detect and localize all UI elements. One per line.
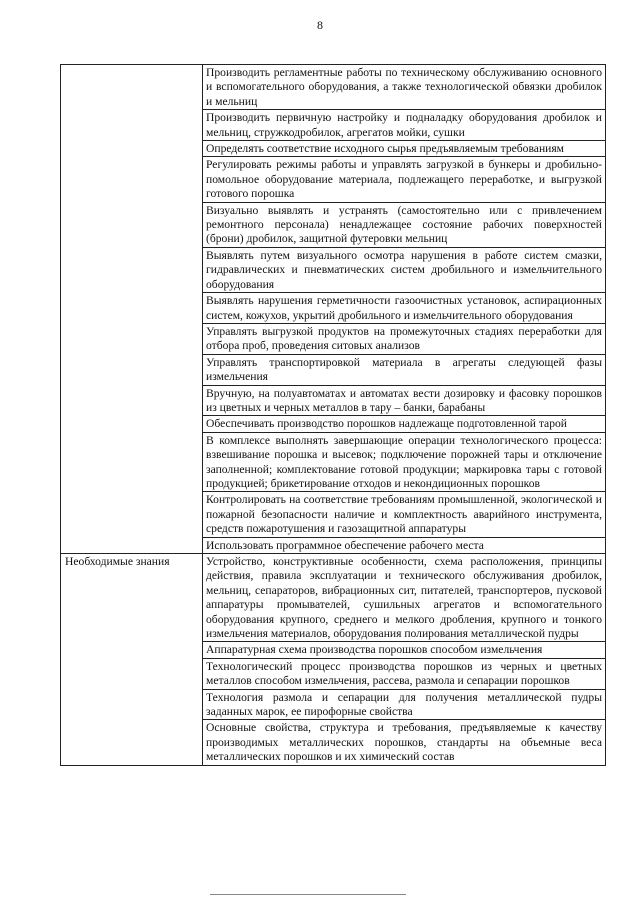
requirement-item: Технологический процесс производства порошков из черных и цветных металлов способом измельчения, рассева, размола и сепарации порошков: [203, 658, 606, 689]
table-row: [61, 554, 606, 642]
requirement-item: Вручную, на полуавтоматах и автоматах вести дозировку и фасовку порошков из цветных и черных металлов в тару – банки, барабаны: [203, 385, 606, 416]
table-row: [61, 65, 606, 110]
requirement-item: Использовать программное обеспечение рабочего места: [203, 537, 606, 553]
page-number: 8: [317, 18, 323, 32]
requirement-item: Управлять выгрузкой продуктов на промежуточных стадиях переработки для отбора проб, проведения ситовых анализов: [203, 323, 606, 354]
requirement-item: Определять соответствие исходного сырья предъявляемым требованиям: [203, 141, 606, 157]
requirement-item: Визуально выявлять и устранять (самостоятельно или с привлечением ремонтного персонала) ненадлежащее состояние рабочих поверхностей (брони) дробилок, защитной футеровки мельниц: [203, 202, 606, 247]
requirement-item: Аппаратурная схема производства порошков способом измельчения: [203, 642, 606, 658]
requirement-item: Производить первичную настройку и подналадку оборудования дробилок и мельниц, стружкодробилок, агрегатов мойки, сушки: [203, 110, 606, 141]
requirement-item: Регулировать режимы работы и управлять загрузкой в бункеры и дробильно-помольное оборудование материала, подлежащего переработке, и выгрузкой готового порошка: [203, 157, 606, 202]
table-body: [61, 65, 606, 766]
requirement-item: Управлять транспортировкой материала в агрегаты следующей фазы измельчения: [203, 354, 606, 385]
requirement-item: Выявлять нарушения герметичности газоочистных установок, аспирационных систем, кожухов, укрытий дробильного и измельчительного оборудования: [203, 293, 606, 324]
requirement-item: Устройство, конструктивные особенности, схема расположения, принципы действия, правила эксплуатации и технического обслуживания дробилок, мельниц, сепараторов, вибрационных сит, питателей, транспортеров, пусковой аппаратуры промывателей, сушильных агрегатов и вспомогательного оборудования крупного, среднего и мелкого дробления, крупного и тонкого измельчения материалов, оборудования полирования металлической пудры: [203, 554, 606, 642]
requirement-item: Технология размола и сепарации для получения металлической пудры заданных марок, ее пирофорные свойства: [203, 689, 606, 720]
section-label: Необходимые знания: [61, 554, 203, 766]
requirement-item: В комплексе выполнять завершающие операции технологического процесса: взвешивание порошка и высевок; подключение порожней тары и отключение заполненной; комплектование готовой продукции; маркировка тары с готовой продукцией; брикетирование отходов и некондиционных порошков: [203, 432, 606, 492]
requirement-item: Основные свойства, структура и требования, предъявляемые к качеству производимых металлических порошков, стандарты на объемные веса металлических порошков и их химический состав: [203, 720, 606, 765]
requirement-item: Выявлять путем визуального осмотра нарушения в работе систем смазки, гидравлических и пневматических систем дробильного и измельчительного оборудования: [203, 247, 606, 292]
competency-table: [60, 64, 606, 766]
bottom-divider: [210, 894, 406, 895]
requirement-item: Контролировать на соответствие требованиям промышленной, экологической и пожарной безопасности наличие и комплектность аварийного инструмента, средств пожаротушения и газозащитной аппаратуры: [203, 492, 606, 537]
requirement-item: Обеспечивать производство порошков надлежаще подготовленной тарой: [203, 416, 606, 432]
section-label: [61, 65, 203, 554]
requirement-item: Производить регламентные работы по техническому обслуживанию основного и вспомогательного оборудования, а также технологической обвязки дробилок и мельниц: [203, 65, 606, 110]
